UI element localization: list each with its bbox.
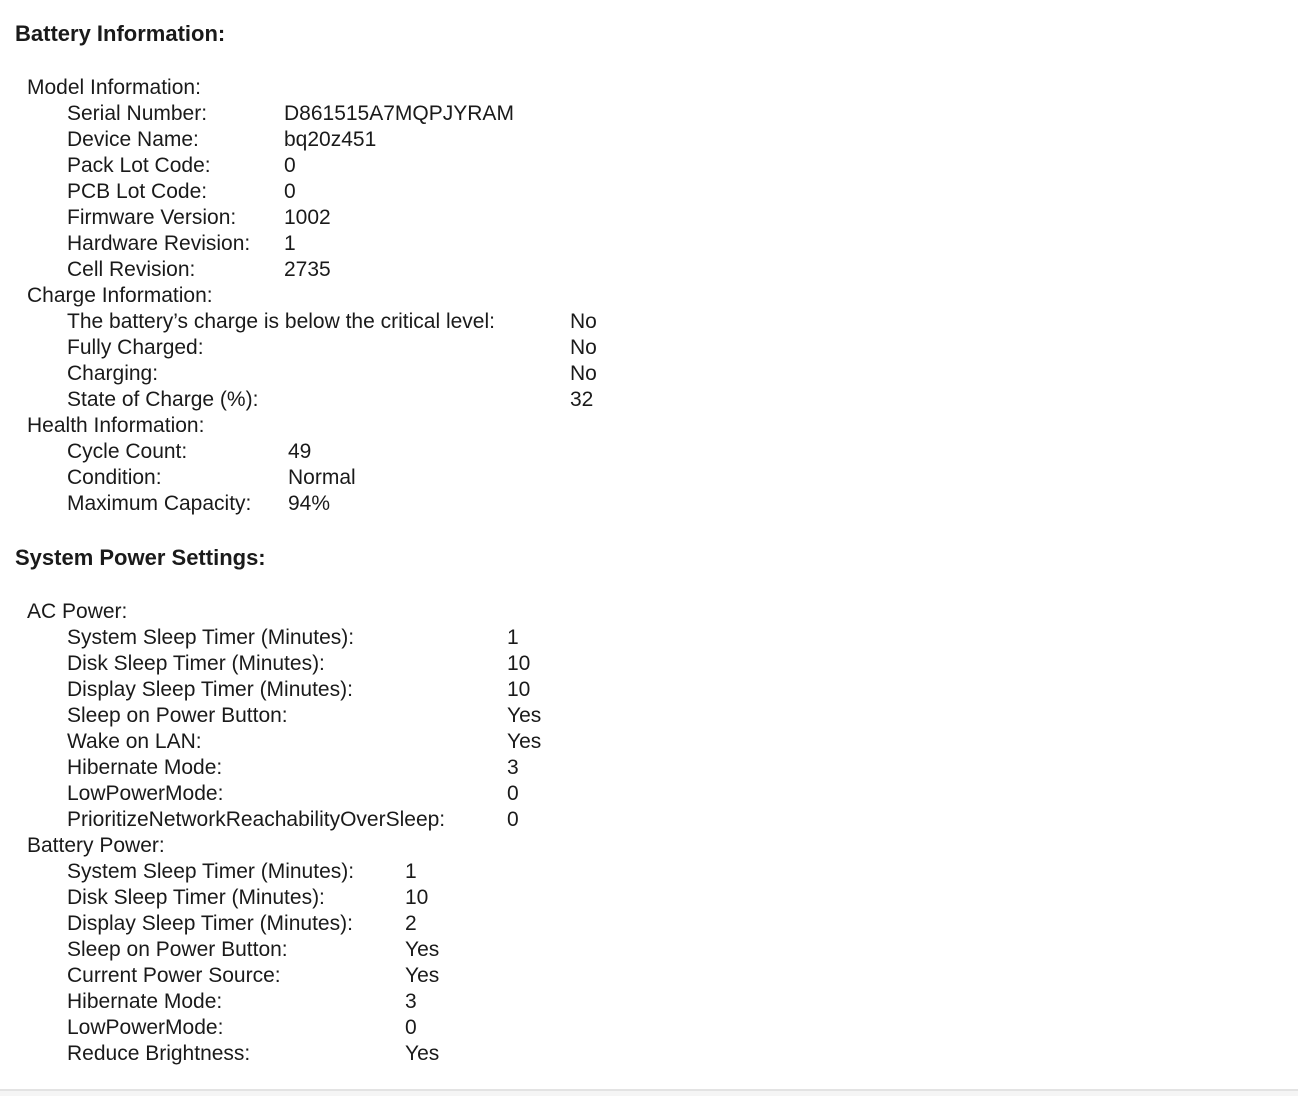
model-information-heading: Model Information: bbox=[27, 76, 201, 99]
info-label: Wake on LAN: bbox=[67, 730, 202, 753]
info-label: Cell Revision: bbox=[67, 258, 196, 281]
info-label: Cycle Count: bbox=[67, 440, 188, 463]
info-value: D861515A7MQPJYRAM bbox=[284, 102, 514, 125]
info-label: Disk Sleep Timer (Minutes): bbox=[67, 886, 325, 909]
info-value: 3 bbox=[405, 990, 417, 1013]
info-value: 0 bbox=[405, 1016, 417, 1039]
info-label: Device Name: bbox=[67, 128, 199, 151]
system-power-settings-heading: System Power Settings: bbox=[15, 545, 266, 570]
bottom-pane-edge bbox=[0, 1091, 1298, 1096]
info-label: Hibernate Mode: bbox=[67, 990, 223, 1013]
info-value: 1 bbox=[507, 626, 519, 649]
info-label: Condition: bbox=[67, 466, 162, 489]
info-value: No bbox=[570, 310, 597, 333]
info-value: 10 bbox=[507, 678, 531, 701]
battery-power-heading: Battery Power: bbox=[27, 834, 165, 857]
info-label: Display Sleep Timer (Minutes): bbox=[67, 678, 353, 701]
info-value: 1 bbox=[405, 860, 417, 883]
info-value: Yes bbox=[507, 730, 542, 753]
info-value: 0 bbox=[284, 154, 296, 177]
info-label: Sleep on Power Button: bbox=[67, 938, 288, 961]
info-label: Disk Sleep Timer (Minutes): bbox=[67, 652, 325, 675]
info-value: 3 bbox=[507, 756, 519, 779]
info-label: Serial Number: bbox=[67, 102, 208, 125]
info-label: LowPowerMode: bbox=[67, 1016, 224, 1039]
info-label: State of Charge (%): bbox=[67, 388, 259, 411]
info-label: System Sleep Timer (Minutes): bbox=[67, 860, 355, 883]
info-value: 0 bbox=[507, 782, 519, 805]
info-value: 10 bbox=[405, 886, 429, 909]
info-label: Sleep on Power Button: bbox=[67, 704, 288, 727]
info-label: Reduce Brightness: bbox=[67, 1042, 251, 1065]
info-label: Hibernate Mode: bbox=[67, 756, 223, 779]
info-label: LowPowerMode: bbox=[67, 782, 224, 805]
info-value: 0 bbox=[507, 808, 519, 831]
info-value: Yes bbox=[405, 1042, 440, 1065]
info-label: Fully Charged: bbox=[67, 336, 204, 359]
info-label: PCB Lot Code: bbox=[67, 180, 208, 203]
info-value: Yes bbox=[405, 938, 440, 961]
info-value: 0 bbox=[284, 180, 296, 203]
info-value: No bbox=[570, 362, 597, 385]
info-value: 1 bbox=[284, 232, 296, 255]
info-value: 49 bbox=[288, 440, 312, 463]
info-value: 1002 bbox=[284, 206, 331, 229]
info-value: 10 bbox=[507, 652, 531, 675]
info-label: Firmware Version: bbox=[67, 206, 237, 229]
health-information-heading: Health Information: bbox=[27, 414, 205, 437]
info-value: 2 bbox=[405, 912, 417, 935]
info-value: 2735 bbox=[284, 258, 331, 281]
battery-information-heading: Battery Information: bbox=[15, 21, 226, 46]
info-value: Yes bbox=[507, 704, 542, 727]
info-value: 94% bbox=[288, 492, 331, 515]
info-value: Normal bbox=[288, 466, 356, 489]
info-label: Pack Lot Code: bbox=[67, 154, 211, 177]
info-label: PrioritizeNetworkReachabilityOverSleep: bbox=[67, 808, 446, 831]
info-label: Maximum Capacity: bbox=[67, 492, 252, 515]
info-value: 32 bbox=[570, 388, 594, 411]
info-label: Hardware Revision: bbox=[67, 232, 251, 255]
ac-power-heading: AC Power: bbox=[27, 600, 128, 623]
charge-information-heading: Charge Information: bbox=[27, 284, 213, 307]
info-value: Yes bbox=[405, 964, 440, 987]
info-label: Display Sleep Timer (Minutes): bbox=[67, 912, 353, 935]
info-value: bq20z451 bbox=[284, 128, 377, 151]
info-label: The battery’s charge is below the critical level: bbox=[67, 310, 495, 333]
info-label: Current Power Source: bbox=[67, 964, 281, 987]
info-label: Charging: bbox=[67, 362, 159, 385]
info-value: No bbox=[570, 336, 597, 359]
info-label: System Sleep Timer (Minutes): bbox=[67, 626, 355, 649]
